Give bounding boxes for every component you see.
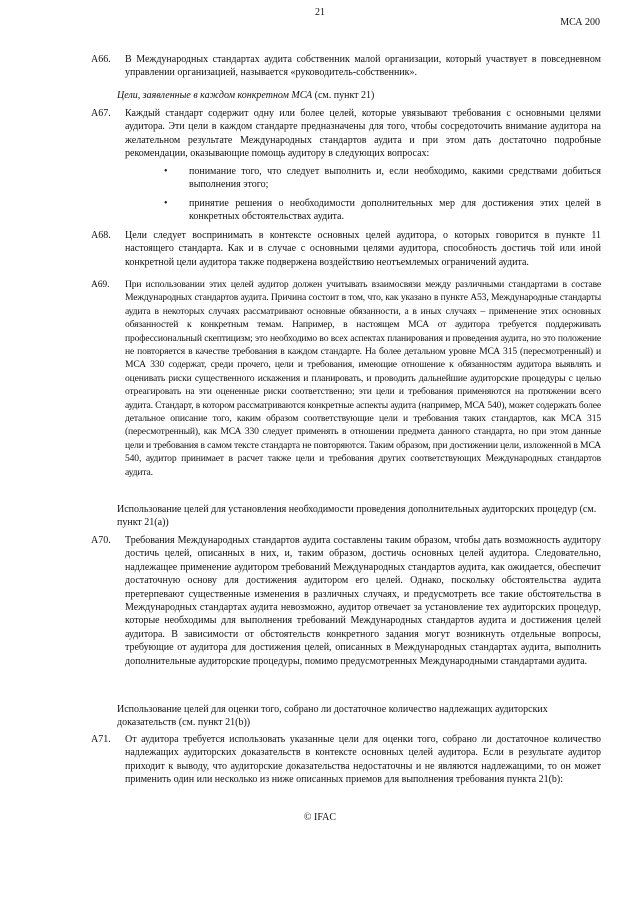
section-heading-ref: (см. пункт 21) [312, 90, 375, 101]
paragraph-label: A67. [91, 108, 111, 119]
paragraph-text: Цели следует воспринимать в контексте основных целей аудитора, о которых говорится в пункте 11 настоящего стандарта. Как и в случае с основными целями аудитора, способность достичь той или иной конкретной цели аудитора также подвержена воздействию неотъемлемых ограничений аудита. [125, 230, 601, 268]
paragraph-a69 [91, 278, 601, 479]
paragraph-text: Требования Международных стандартов аудита составлены таким образом, чтобы дать возможность аудитору достичь целей, описанных в них, и, таким образом, достичь основных целей аудитора. Следовательно, надлежащее применение аудитором требований Международных стандартов аудита, как ожидается, обеспечит достаточную основу для достижения аудитором его целей. Однако, поскольку обстоятельства аудита претерпевают существенные изменения в различных случаях, и предусмотреть все такие обстоятельства в Международных стандартах аудита невозможно, аудитор отвечает за установление тех аудиторских процедур, которые необходимы для выполнения требований Международных стандартов аудита и достижения целей аудитора. В зависимости от обстоятельств конкретного задания могут возникнуть отдельные вопросы, требующие от аудитора для достижения целей, описанных в Международных стандартах аудита, выполнить дополнительные аудиторские процедуры, помимо предусмотренных Международными стандартами аудита. [125, 535, 601, 667]
paragraph-a68 [91, 229, 601, 269]
paragraph-label: A69. [91, 279, 110, 290]
bullet-text: понимание того, что следует выполнить и, если необходимо, какими средствами добиться выполнения этого; [189, 166, 601, 191]
paragraph-a71 [91, 733, 601, 787]
bullet-item [164, 165, 601, 192]
document-code: МСА 200 [560, 17, 600, 28]
bullet-text: принятие решения о необходимости дополнительных мер для достижения этих целей в конкретных обстоятельствах аудита. [189, 198, 601, 223]
paragraph-text: Каждый стандарт содержит одну или более целей, которые увязывают требования с основными целями аудитора. Эти цели в каждом стандарте предназначены для того, чтобы сосредоточить внимание аудитора на желательном результате Международных стандартов аудита и при этом дать достаточно подробные рекомендации, оказывающие помощь аудитору в следующих вопросах: [125, 108, 601, 160]
paragraph-text: При использовании этих целей аудитор должен учитывать взаимосвязи между различными стандартами в составе Международных стандартов аудита. Причина состоит в том, что, как указано в пункте A53, Международные стандарты аудита в некоторых случаях рассматривают основные обязанности, а в иных случаях – применение этих основных обязанностей к конкретным темам. Например, в настоящем МСА от аудитора требуется поддерживать профессиональный скептицизм; это необходимо во всех аспектах планирования и проведения аудита, но это положение не повторяется в качестве требования в каждом стандарте. На более детальном уровне МСА 315 (пересмотренный) и МСА 330 содержат, среди прочего, цели и требования, имеющие отношение к обязанностям аудитора выявлять и оценивать риски существенного искажения и планировать, и проводить дальнейшие аудиторские процедуры с целью отреагировать на эти оцененные риски соответственно; эти цели и требования применяются на протяжении всего аудита. Стандарт, в котором рассматриваются конкретные аспекты аудита (например, МСА 540), может содержать более детальное описание того, каким образом соответствующие цели и требования таких стандартов, как МСА 315 (пересмотренный), как МСА 330 следует применять в отношении предмета данного стандарта, но при этом данные цели и требования в самом тексте стандарта не повторяются. Таким образом, при достижении цели, изложенной в МСА 540, аудитор принимает в расчет также цели и требования других соответствующих Международных стандартов аудита. [125, 279, 601, 478]
section-heading-italic: Цели, заявленные в каждом конкретном МСА [117, 90, 313, 101]
section-heading-additional-procedures: Использование целей для установления необходимости проведения дополнительных аудиторских процедур (см. пункт 21(a)) [117, 504, 597, 529]
section-heading-objectives [117, 89, 601, 102]
paragraph-label: A68. [91, 230, 111, 241]
paragraph-label: A70. [91, 535, 111, 546]
bullet-icon: • [164, 198, 168, 209]
paragraph-text: От аудитора требуется использовать указанные цели для оценки того, собрано ли достаточное количество надлежащих аудиторских доказательств в контексте основных целей аудитора. Если в результате аудитор приходит к выводу, что аудиторские доказательства недостаточны и не являются надлежащими, то он может применить один или несколько из ниже описанных приемов для выполнения требования пункта 21(b): [125, 734, 601, 786]
bullet-icon: • [164, 166, 168, 177]
paragraph-a70 [91, 534, 601, 668]
paragraph-label: A66. [91, 54, 111, 65]
page-number: 21 [315, 7, 325, 18]
footer-copyright: © IFAC [303, 812, 337, 823]
section-heading-sufficient-evidence: Использование целей для оценки того, собрано ли достаточное количество надлежащих аудиторских доказательств (см. пункт 21(b)) [117, 704, 548, 729]
paragraph-label: A71. [91, 734, 111, 745]
paragraph-a66 [91, 53, 601, 80]
paragraph-a67 [91, 107, 601, 161]
bullet-item [164, 197, 601, 224]
paragraph-text: В Международных стандартах аудита собственник малой организации, который участвует в повседневном управлении организацией, называется «руководитель-собственник». [125, 54, 601, 79]
